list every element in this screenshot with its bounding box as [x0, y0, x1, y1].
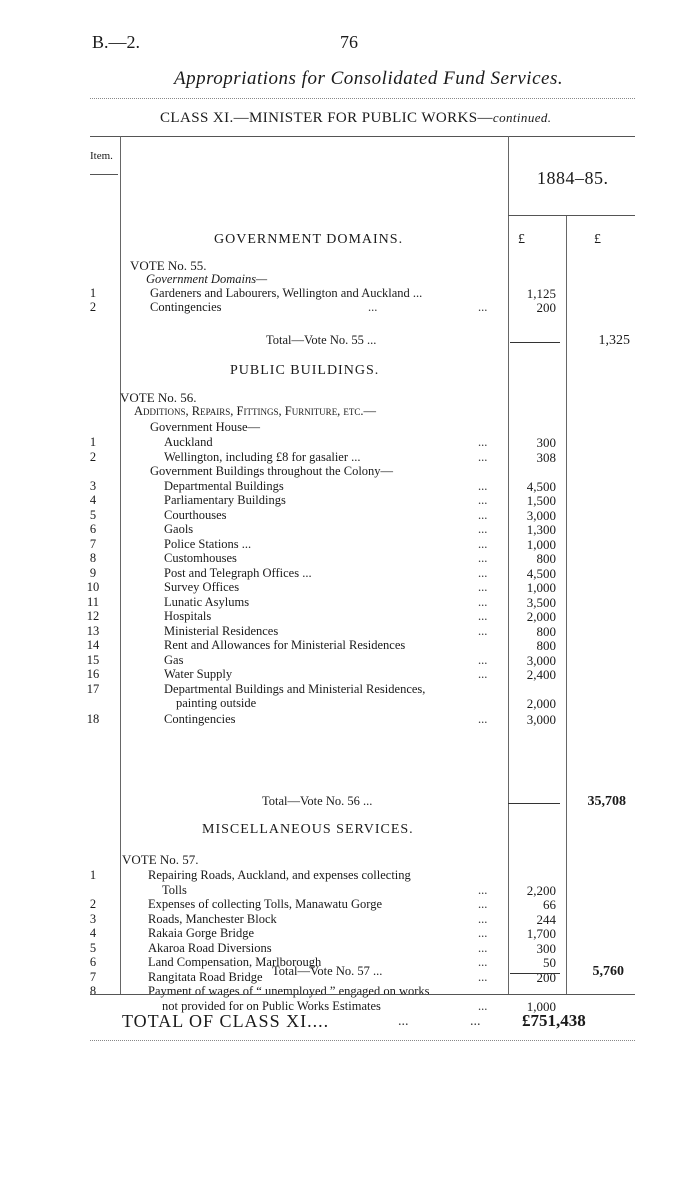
item-amount: 800: [536, 638, 556, 653]
leader-dots: ...: [478, 609, 488, 623]
item-amount: 800: [536, 623, 556, 639]
item-amount: 66: [543, 897, 556, 912]
item-description: Land Compensation, Marlborough: [148, 955, 322, 969]
item-amount: 800: [536, 551, 556, 566]
table-bottom-rule: [90, 994, 635, 995]
item-number: 17: [86, 681, 100, 696]
item-amount: 200: [536, 969, 556, 985]
item-column-header: Item.: [90, 150, 113, 162]
leader-dots: ...: [478, 551, 488, 565]
leader-dots: ...: [478, 300, 488, 314]
total-rule: [510, 973, 560, 974]
item-description: Gaols: [164, 522, 194, 536]
leader-dots: ...: [478, 623, 488, 638]
leader-dots: ...: [470, 1014, 481, 1029]
item-number: 4: [89, 493, 97, 507]
group-heading: Government Buildings throughout the Colony—: [150, 464, 394, 478]
leader-dots: ...: [478, 955, 488, 969]
item-number: 10: [86, 580, 100, 594]
leader-dots: ...: [478, 565, 488, 580]
subhead-buildings: Additions, Repairs, Fittings, Furniture, etc.—: [134, 404, 377, 418]
item-amount: 1,000: [526, 998, 556, 1014]
item-description: Departmental Buildings and Ministerial Residences,: [164, 681, 426, 696]
item-number: 12: [86, 609, 100, 623]
item-amount: 1,700: [526, 926, 556, 941]
grand-total-label: TOTAL OF CLASS XI....: [122, 1011, 330, 1031]
page-reference: B.—2.: [92, 32, 141, 52]
item-description-continued: painting outside: [176, 696, 257, 710]
item-number: 13: [86, 623, 100, 638]
item-amount: 3,000: [526, 652, 556, 668]
item-description-continued: not provided for on Public Works Estimates: [162, 998, 381, 1013]
item-description-continued: Tolls: [162, 882, 187, 897]
vote-total-label: Total—Vote No. 55 ...: [266, 333, 377, 347]
page-title: Appropriations for Consolidated Fund Services.: [174, 68, 564, 89]
page-number: 76: [340, 32, 358, 52]
item-number: 1: [89, 435, 97, 449]
leader-dots: ...: [478, 493, 488, 507]
vote-total: 35,708: [587, 794, 626, 809]
leader-dots: ...: [478, 652, 488, 667]
item-description: Survey Offices: [164, 580, 240, 594]
leader-dots: ...: [478, 507, 488, 522]
item-number: 11: [86, 594, 100, 609]
item-number: 4: [89, 926, 97, 940]
leader-dots: ...: [478, 998, 488, 1013]
item-number: 3: [89, 478, 97, 493]
item-description: Contingencies: [150, 300, 222, 314]
item-description: Hospitals: [164, 609, 212, 623]
leader-dots: ...: [478, 969, 488, 984]
item-amount: 3,000: [526, 507, 556, 523]
grand-total-amount: £751,438: [522, 1011, 586, 1030]
item-number: 2: [89, 897, 97, 911]
item-amount: 2,200: [526, 882, 556, 898]
item-description: Water Supply: [164, 667, 233, 681]
leader-dots: ...: [478, 667, 488, 681]
item-number: 5: [89, 940, 97, 955]
item-amount: 1,000: [526, 580, 556, 595]
leader-dots: ...: [478, 449, 488, 464]
item-number: 7: [89, 536, 97, 551]
subhead-domains: Government Domains—: [146, 272, 268, 286]
item-amount: 2,000: [526, 696, 556, 711]
item-description: Departmental Buildings: [164, 478, 284, 493]
item-description: Police Stations ...: [164, 536, 252, 551]
item-description: Ministerial Residences: [164, 623, 279, 638]
item-number: 1: [89, 868, 97, 882]
item-amount: 1,500: [526, 493, 556, 508]
item-amount: 200: [536, 300, 556, 315]
item-description: Auckland: [164, 435, 213, 449]
item-number: 18: [86, 712, 100, 726]
leader-dots: ...: [398, 1014, 409, 1029]
item-description: Post and Telegraph Offices ...: [164, 565, 312, 580]
item-number: 16: [86, 667, 100, 681]
amount-column-rule: [508, 136, 509, 994]
currency-header-2: £: [594, 232, 601, 247]
item-number: 2: [89, 449, 97, 464]
item-amount: 4,500: [526, 478, 556, 494]
leader-dots: ...: [478, 435, 488, 449]
item-description: Payment of wages of “ unemployed ” engaged on works: [148, 984, 430, 998]
item-description: Lunatic Asylums: [164, 594, 250, 609]
total-rule: [510, 342, 560, 343]
total-column-rule: [566, 215, 567, 994]
item-description: Wellington, including £8 for gasalier ...: [164, 449, 361, 464]
item-amount: 308: [536, 449, 556, 465]
leader-dots: ...: [478, 882, 488, 897]
group-heading: Government House—: [150, 420, 261, 434]
item-description: Customhouses: [164, 551, 237, 565]
divider: [90, 98, 635, 99]
vote-total-label: Total—Vote No. 56 ...: [262, 794, 373, 808]
divider: [90, 1040, 635, 1041]
leader-dots: ...: [478, 911, 488, 926]
item-number: 2: [89, 300, 97, 314]
item-number: 8: [89, 984, 97, 998]
leader-dots: ...: [478, 940, 488, 955]
item-description: Rent and Allowances for Ministerial Residences: [164, 638, 406, 652]
leader-dots: ...: [478, 478, 488, 493]
vote-heading-56: VOTE No. 56.: [120, 390, 197, 405]
item-amount: 3,500: [526, 594, 556, 610]
item-number: 6: [89, 522, 97, 536]
leader-dots: ...: [478, 594, 488, 609]
vote-total: 5,760: [592, 964, 624, 979]
item-number: 15: [86, 652, 100, 667]
item-description: Parliamentary Buildings: [164, 493, 286, 507]
table-top-rule: [90, 136, 635, 137]
section-title-domains: GOVERNMENT DOMAINS.: [214, 232, 404, 247]
item-amount: 1,300: [526, 522, 556, 537]
item-amount: 3,000: [526, 712, 556, 727]
vote-heading-57: VOTE No. 57.: [122, 852, 199, 867]
item-description: Gas: [164, 652, 184, 667]
vote-total-label: Total—Vote No. 57 ...: [272, 964, 383, 978]
item-header-rule: [90, 174, 118, 175]
leader-dots: ...: [478, 580, 488, 594]
leader-dots: ...: [478, 712, 488, 726]
year-header: 1884–85.: [537, 168, 609, 188]
leader-dots: ...: [478, 897, 488, 911]
item-amount: 1,000: [526, 536, 556, 552]
item-number: 6: [89, 955, 97, 969]
item-amount: 244: [536, 911, 556, 927]
class-title: CLASS XI.—MINISTER FOR PUBLIC WORKS—continued.: [160, 110, 552, 126]
vote-total: 1,325: [598, 333, 630, 348]
item-amount: 4,500: [526, 565, 556, 581]
item-amount: 2,000: [526, 609, 556, 624]
item-description: Expenses of collecting Tolls, Manawatu Gorge: [148, 897, 383, 911]
item-amount: 2,400: [526, 667, 556, 682]
leader-dots: ...: [478, 522, 488, 536]
total-rule: [508, 803, 560, 804]
item-amount: 300: [536, 940, 556, 956]
currency-header-1: £: [518, 232, 525, 247]
item-number: 7: [89, 969, 97, 984]
item-description: Contingencies: [164, 712, 236, 726]
leader-dots: ...: [478, 926, 488, 940]
item-number: 14: [86, 638, 100, 652]
item-number: 3: [89, 911, 97, 926]
item-description: Rangitata Road Bridge: [148, 969, 263, 984]
vote-heading-55: VOTE No. 55.: [130, 258, 207, 273]
leader-dots: ...: [368, 300, 378, 314]
section-title-misc: MISCELLANEOUS SERVICES.: [202, 822, 414, 837]
item-description: Gardeners and Labourers, Wellington and Auckland ...: [150, 286, 423, 300]
item-number: 9: [89, 565, 97, 580]
item-column-rule: [120, 136, 121, 994]
item-amount: 1,125: [526, 286, 556, 301]
item-number: 1: [89, 286, 97, 300]
item-description: Courthouses: [164, 507, 227, 522]
item-number: 8: [89, 551, 97, 565]
section-title-buildings: PUBLIC BUILDINGS.: [230, 363, 380, 378]
item-description: Roads, Manchester Block: [148, 911, 277, 926]
item-description: Akaroa Road Diversions: [148, 940, 272, 955]
item-description: Rakaia Gorge Bridge: [148, 926, 254, 940]
item-amount: 50: [543, 955, 556, 970]
item-number: 5: [89, 507, 97, 522]
item-description: Repairing Roads, Auckland, and expenses collecting: [148, 868, 411, 882]
leader-dots: ...: [478, 536, 488, 551]
item-amount: 300: [536, 435, 556, 450]
year-header-rule: [508, 215, 635, 216]
